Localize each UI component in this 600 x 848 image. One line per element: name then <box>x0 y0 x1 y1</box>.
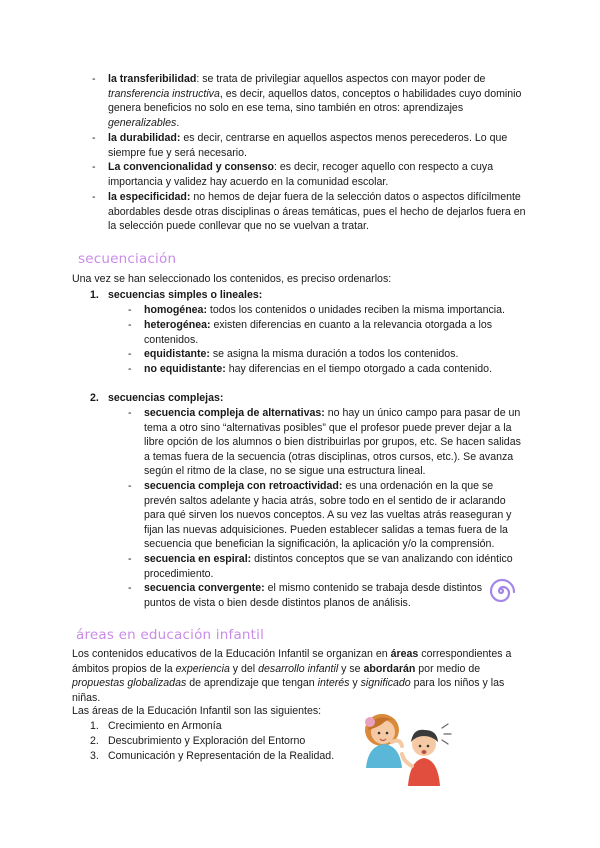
bullet-dash: - <box>128 348 132 360</box>
group-number: 2. <box>90 392 99 404</box>
areas-list-intro: Las áreas de la Educación Infantil son las siguientes: <box>72 705 322 717</box>
item-retroactividad: secuencia compleja con retroactividad: es una ordenación en la que se prevén saltos adelante y hacia atrás, sobre todo en el sentido de ir aclarando para qué sirven los nuevos conceptos. A su vez las vueltas atrás reaseguran y fijan las nuevas adquisiciones. Pueden establecer salidas a temas fuera de la secuencia que benefician la significación, la aplicación y/o la comprensión. <box>144 480 512 551</box>
bullet-dash: - <box>128 407 132 419</box>
list-number: 3. <box>90 750 99 762</box>
list-number: 2. <box>90 735 99 747</box>
heading-secuenciacion: secuenciación <box>78 251 177 267</box>
bullet-dash: - <box>92 191 96 203</box>
item-homogenea: homogénea: todos los contenidos o unidades reciben la misma importancia. <box>144 304 505 316</box>
secuenciacion-intro: Una vez se han seleccionado los contenidos, es preciso ordenarlos: <box>72 273 392 285</box>
bullet-dash: - <box>128 480 132 492</box>
boy-figure <box>402 730 440 786</box>
list-number: 1. <box>90 720 99 732</box>
item-heterogenea: heterogénea: existen diferencias en cuanto a la relevancia otorgada a los contenidos. <box>144 319 493 346</box>
criterion-especificidad: la especificidad: no hemos de dejar fuera de la selección datos o aspectos difícilmente abordables desde otras disciplinas o áreas temáticas, pues el hecho de dejarlos fuera en la selección puede conllevar que no se vuelvan a tratar. <box>108 191 526 233</box>
item-no-equidistante: no equidistante: hay diferencias en el tiempo otorgado a cada contenido. <box>144 363 493 375</box>
heading-areas: áreas en educación infantil <box>76 627 265 643</box>
group-title-complejas: secuencias complejas: <box>108 392 224 404</box>
item-alternativas: secuencia compleja de alternativas: no hay un único campo para pasar de un tema a otro sino “alternativas posibles” que el profesor puede prever dejar a la libre opción de los alumnos o bien distribuirlas por grupos, etc. Se hacen salidas a temas fuera de la secuencia (otras disciplinas, otros cursos, etc.). Se avanza según el ritmo de la clase, no se sigue una estructura lineal. <box>144 407 521 478</box>
bullet-dash: - <box>128 363 132 375</box>
bullet-dash: - <box>128 304 132 316</box>
bullet-dash: - <box>128 319 132 331</box>
item-equidistante: equidistante: se asigna la misma duración a todos los contenidos. <box>144 348 459 360</box>
area-item-comunicacion: Comunicación y Representación de la Realidad. <box>108 750 335 762</box>
bullet-dash: - <box>128 553 132 565</box>
spiral-icon <box>486 576 516 606</box>
area-item-descubrimiento: Descubrimiento y Exploración del Entorno <box>108 735 306 747</box>
areas-paragraph: Los contenidos educativos de la Educación Infantil se organizan en áreas correspondientes a ámbitos propios de la experiencia y del desarrollo infantil y se abordarán por medio de propuestas globalizadas de aprendizaje que tengan interés y significado para los niños y las niñas. <box>72 648 512 704</box>
bullet-dash: - <box>92 132 96 144</box>
criterion-convencionalidad: La convencionalidad y consenso: es decir, recoger aquello con respecto a cuya importancia y validez hay acuerdo en la comunidad escolar. <box>108 161 494 188</box>
item-espiral: secuencia en espiral: distintos conceptos que se van analizando con idéntico procedimiento. <box>144 553 513 580</box>
bullet-dash: - <box>92 161 96 173</box>
criterion-durabilidad: la durabilidad: es decir, centrarse en aquellos aspectos menos perecederos. Lo que siempre fue y será necesario. <box>108 132 508 159</box>
group-title-simples: secuencias simples o lineales: <box>108 289 263 301</box>
criterion-transferibilidad: la transferibilidad: se trata de privilegiar aquellos aspectos con mayor poder de transferencia instructiva, es decir, aquellos datos, conceptos o habilidades cuyo dominio genera beneficios no solo en ese tema, sino también en otros: aprendizajes generalizables. <box>108 73 522 129</box>
children-talking-illustration <box>352 708 462 788</box>
area-item-crecimiento: Crecimiento en Armonía <box>108 720 222 732</box>
group-number: 1. <box>90 289 99 301</box>
item-convergente: secuencia convergente: el mismo contenido se trabaja desde distintos puntos de vista o bien desde distintos planos de análisis. <box>144 582 482 609</box>
bullet-dash: - <box>92 73 96 85</box>
girl-figure <box>365 714 402 768</box>
bullet-dash: - <box>128 582 132 594</box>
